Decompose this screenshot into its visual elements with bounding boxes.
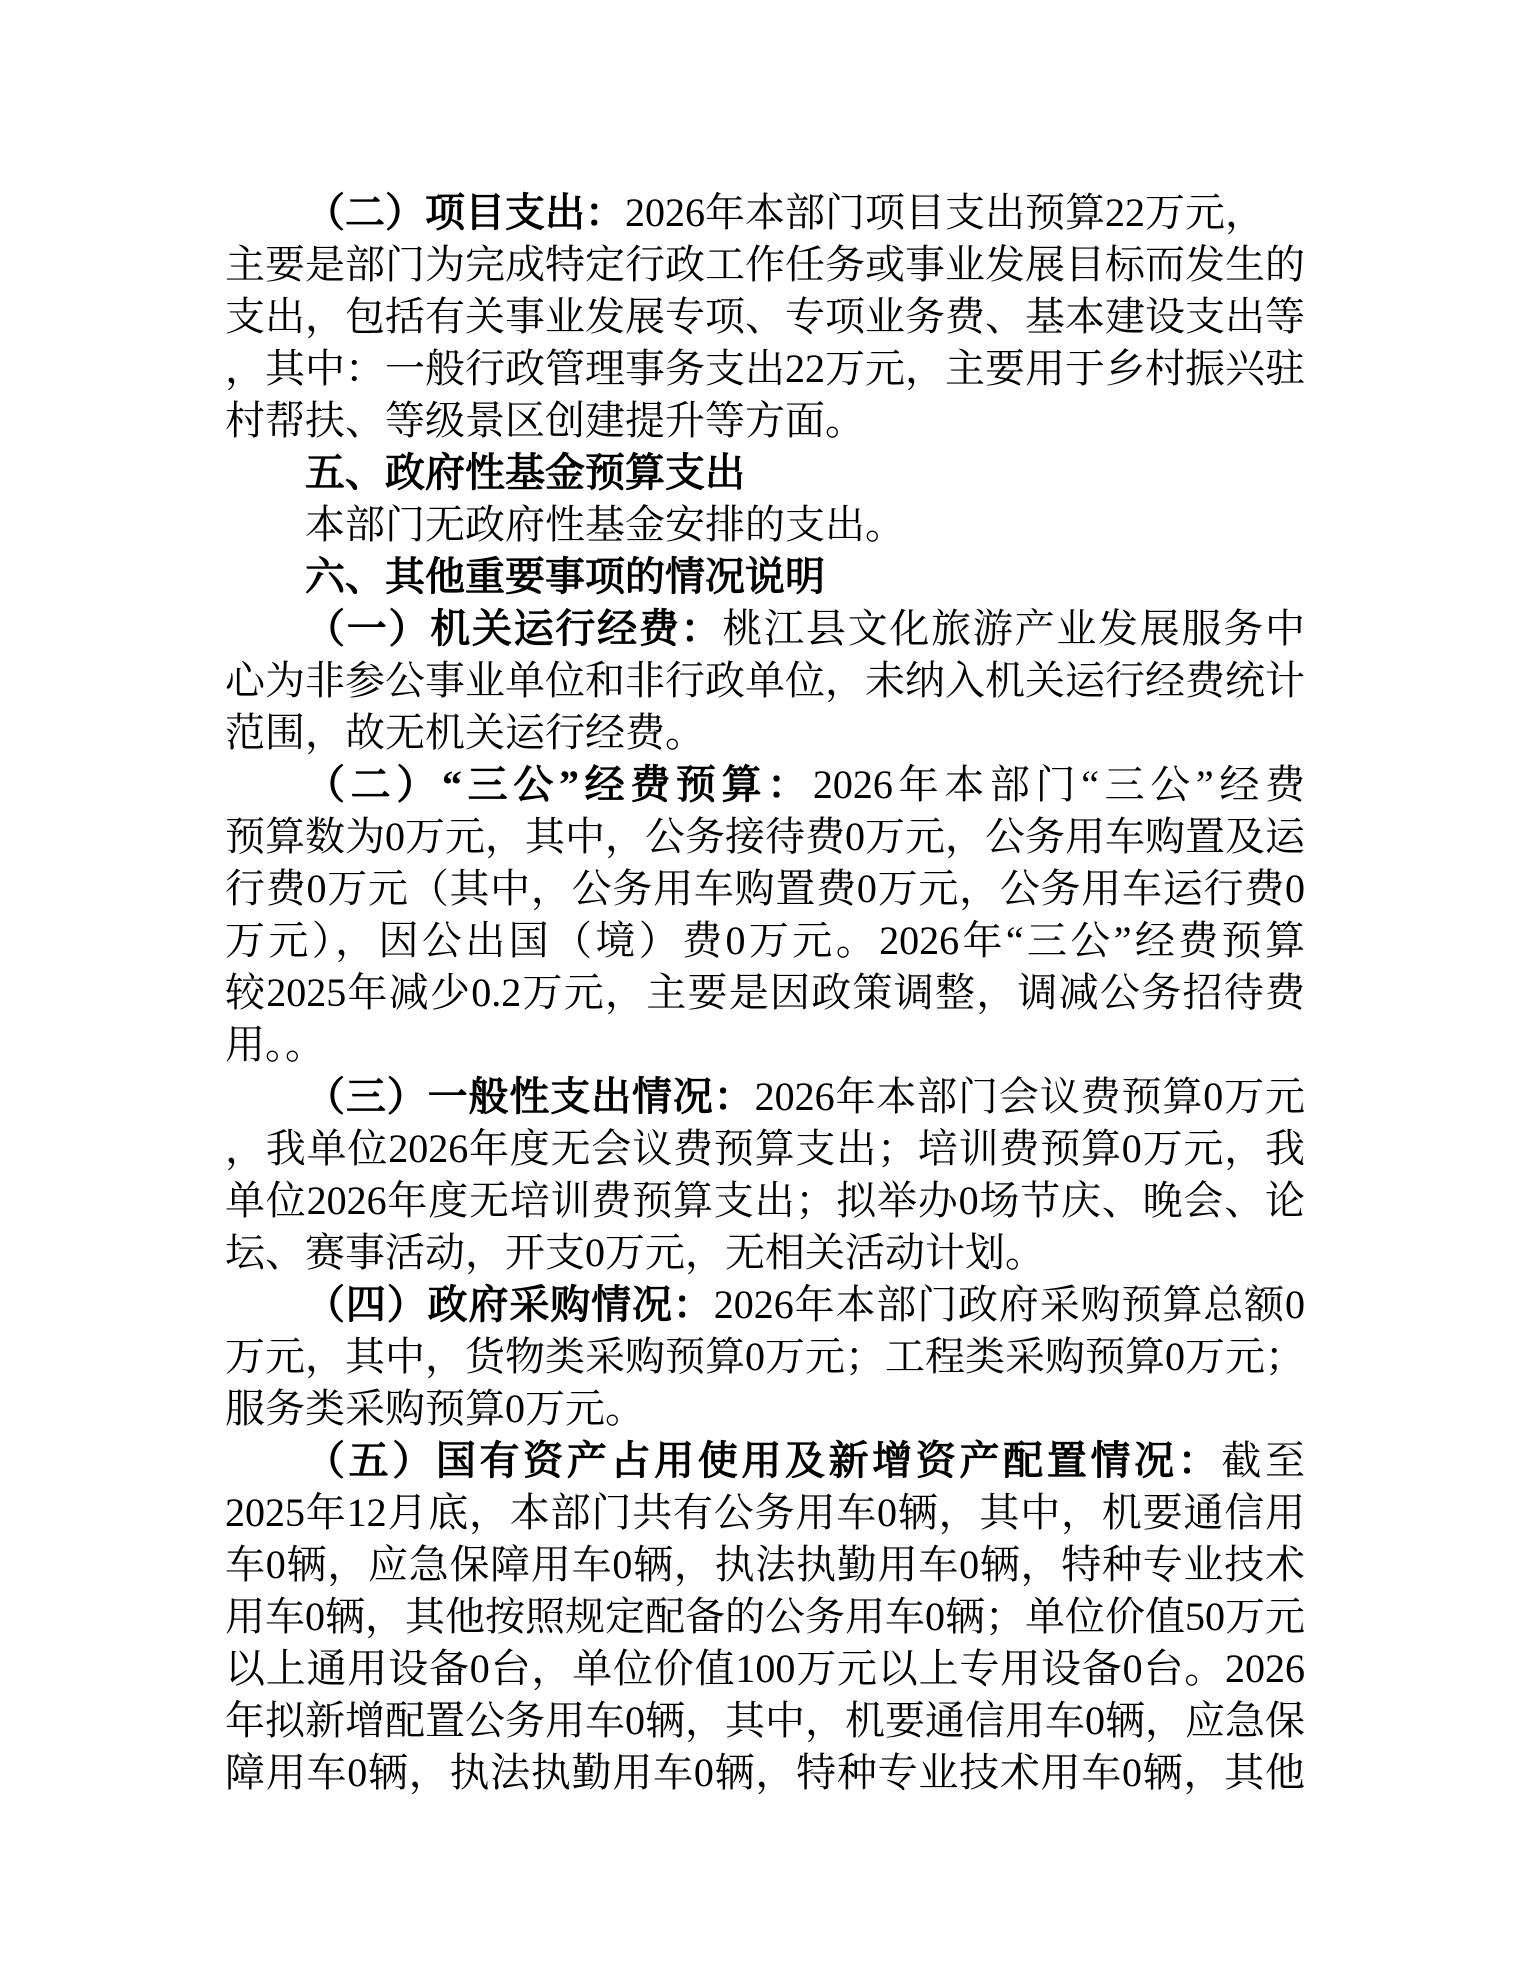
heading-run: （五）国有资产占用使用及新增资产配置情况： bbox=[305, 1438, 1222, 1483]
text-line bbox=[225, 863, 1305, 915]
body-text-run: 服务类采购预算0万元。 bbox=[225, 1386, 645, 1431]
body-text-run: 用。。 bbox=[225, 1022, 325, 1067]
body-text-run: 本部门无政府性基金安排的支出。 bbox=[305, 502, 905, 547]
text-line bbox=[225, 291, 1305, 343]
body-text-run: 桃江县文化旅游产业发展服务中 bbox=[722, 606, 1306, 651]
text-line bbox=[225, 1331, 1305, 1383]
text-line bbox=[225, 187, 1305, 239]
text-line bbox=[225, 1123, 1305, 1175]
body-text-run: 年拟新增配置公务用车0辆，其中，机要通信用车0辆，应急保 bbox=[225, 1698, 1305, 1743]
text-line bbox=[225, 239, 1305, 291]
body-text-run: 用车0辆，其他按照规定配备的公务用车0辆；单位价值50万元 bbox=[225, 1594, 1305, 1639]
body-text-run: 2026年本部门会议费预算0万元 bbox=[754, 1074, 1306, 1119]
body-text-run: 较2025年减少0.2万元，主要是因政策调整，调减公务招待费 bbox=[225, 970, 1305, 1015]
body-text-run: 万元），因公出国（境）费0万元。2026年“三公”经费预算 bbox=[225, 918, 1305, 963]
heading-run: （二）项目支出： bbox=[305, 190, 625, 235]
body-text-run: ，我单位2026年度无会议费预算支出；培训费预算0万元，我 bbox=[225, 1126, 1305, 1171]
text-line bbox=[225, 603, 1305, 655]
body-text-run: 2025年12月底，本部门共有公务用车0辆，其中，机要通信用 bbox=[225, 1490, 1305, 1535]
text-line bbox=[225, 343, 1305, 395]
body-text-run: 2026年本部门政府采购预算总额0 bbox=[713, 1282, 1306, 1327]
text-line bbox=[225, 811, 1305, 863]
document-body bbox=[225, 187, 1305, 1799]
body-text-run: 坛、赛事活动，开支0万元，无相关活动计划。 bbox=[225, 1230, 1045, 1275]
text-line bbox=[225, 655, 1305, 707]
text-line bbox=[225, 1071, 1305, 1123]
body-text-run: 心为非参公事业单位和非行政单位，未纳入机关运行经费统计 bbox=[225, 658, 1305, 703]
body-text-run: 2026年本部门“三公”经费 bbox=[812, 762, 1305, 807]
body-text-run: 主要是部门为完成特定行政工作任务或事业发展目标而发生的 bbox=[225, 242, 1305, 287]
text-line bbox=[225, 967, 1305, 1019]
body-text-run: 障用车0辆，执法执勤用车0辆，特种专业技术用车0辆，其他 bbox=[225, 1750, 1305, 1795]
heading-run: （一）机关运行经费： bbox=[305, 606, 723, 651]
text-line bbox=[225, 1383, 1305, 1435]
text-line bbox=[225, 1695, 1305, 1747]
body-text-run: 万元，其中，货物类采购预算0万元；工程类采购预算0万元； bbox=[225, 1334, 1305, 1379]
heading-run: （三）一般性支出情况： bbox=[305, 1074, 755, 1119]
body-text-run: 车0辆，应急保障用车0辆，执法执勤用车0辆，特种专业技术 bbox=[225, 1542, 1305, 1587]
body-text-run: 单位2026年度无培训费预算支出；拟举办0场节庆、晚会、论 bbox=[225, 1178, 1305, 1223]
text-line bbox=[225, 499, 1305, 551]
text-line bbox=[225, 551, 1305, 603]
text-line bbox=[225, 1487, 1305, 1539]
text-line bbox=[225, 707, 1305, 759]
text-line bbox=[225, 1019, 1305, 1071]
heading-run: （二）“三公”经费预算： bbox=[305, 762, 813, 807]
body-text-run: 以上通用设备0台，单位价值100万元以上专用设备0台。2026 bbox=[225, 1646, 1305, 1691]
text-line bbox=[225, 1435, 1305, 1487]
heading-run: 五、政府性基金预算支出 bbox=[305, 450, 745, 495]
body-text-run: 截至 bbox=[1221, 1438, 1306, 1483]
body-text-run: 村帮扶、等级景区创建提升等方面。 bbox=[225, 398, 865, 443]
body-text-run: ，其中：一般行政管理事务支出22万元，主要用于乡村振兴驻 bbox=[225, 346, 1305, 391]
text-line bbox=[225, 1227, 1305, 1279]
heading-run: （四）政府采购情况： bbox=[305, 1282, 714, 1327]
text-line bbox=[225, 1175, 1305, 1227]
body-text-run: 2026年本部门项目支出预算22万元， bbox=[625, 190, 1265, 235]
text-line bbox=[225, 447, 1305, 499]
text-line bbox=[225, 1591, 1305, 1643]
text-line bbox=[225, 1539, 1305, 1591]
text-line bbox=[225, 1279, 1305, 1331]
body-text-run: 支出，包括有关事业发展专项、专项业务费、基本建设支出等 bbox=[225, 294, 1305, 339]
text-line bbox=[225, 759, 1305, 811]
text-line bbox=[225, 915, 1305, 967]
body-text-run: 行费0万元（其中，公务用车购置费0万元，公务用车运行费0 bbox=[225, 866, 1305, 911]
body-text-run: 范围，故无机关运行经费。 bbox=[225, 710, 705, 755]
text-line bbox=[225, 395, 1305, 447]
text-line bbox=[225, 1643, 1305, 1695]
heading-run: 六、其他重要事项的情况说明 bbox=[305, 554, 825, 599]
body-text-run: 预算数为0万元，其中，公务接待费0万元，公务用车购置及运 bbox=[225, 814, 1305, 859]
text-line bbox=[225, 1747, 1305, 1799]
